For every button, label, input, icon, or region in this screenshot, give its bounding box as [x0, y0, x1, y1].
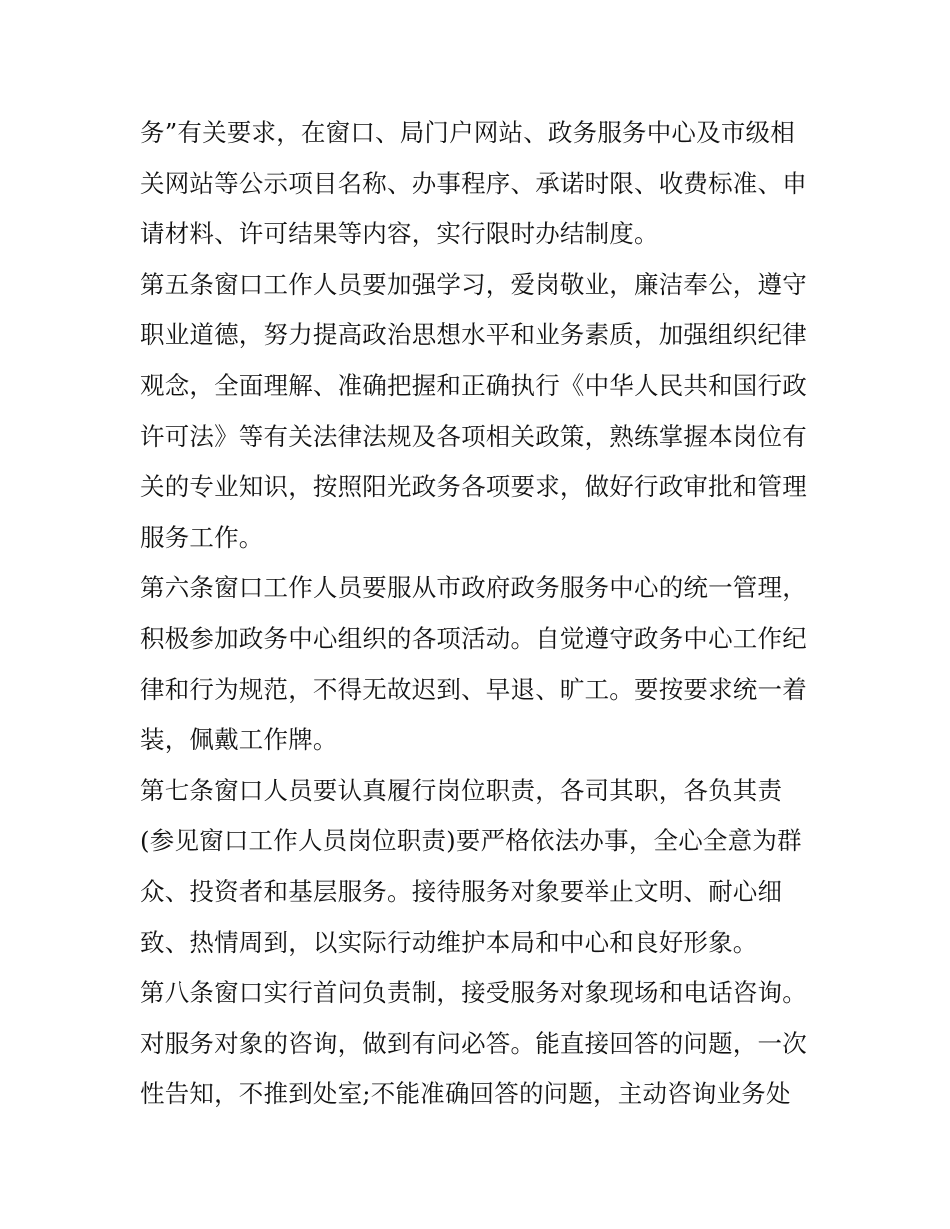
text-line: 职业道德，努力提高政治思想水平和业务素质，加强组织纪律 [140, 320, 807, 350]
text-line: 律和行为规范，不得无故迟到、早退、旷工。要按要求统一着 [140, 674, 807, 704]
document-body-text [140, 108, 820, 1120]
text-line: 服务工作。 [140, 522, 264, 552]
text-line: 积极参加政务中心组织的各项活动。自觉遵守政务中心工作纪 [140, 623, 807, 653]
text-line: (参见窗口工作人员岗位职责)要严格依法办事，全心全意为群 [140, 826, 802, 856]
text-line: 第六条窗口工作人员要服从市政府政务服务中心的统一管理， [140, 573, 807, 603]
text-line: 致、热情周到，以实际行动维护本局和中心和良好形象。 [140, 927, 758, 957]
text-line: 观念，全面理解、准确把握和正确执行《中华人民共和国行政 [140, 370, 807, 400]
text-line: 务”有关要求，在窗口、局门户网站、政务服务中心及市级相 [140, 118, 795, 147]
text-line: 关网站等公示项目名称、办事程序、承诺时限、收费标准、申 [140, 168, 807, 198]
text-line: 第八条窗口实行首问负责制，接受服务对象现场和电话咨询。 [140, 978, 807, 1008]
text-line: 众、投资者和基层服务。接待服务对象要举止文明、耐心细 [140, 876, 783, 906]
text-line: 第五条窗口工作人员要加强学习，爱岗敬业，廉洁奉公，遵守 [140, 269, 807, 299]
text-line: 关的专业知识，按照阳光政务各项要求，做好行政审批和管理 [140, 472, 807, 502]
text-line: 请材料、许可结果等内容，实行限时办结制度。 [140, 219, 659, 249]
text-line: 第七条窗口人员要认真履行岗位职责，各司其职，各负其责 [140, 775, 783, 805]
text-line: 性告知，不推到处室;不能准确回答的问题，主动咨询业务处 [140, 1079, 791, 1109]
text-line: 装，佩戴工作牌。 [140, 725, 338, 755]
text-line: 对服务对象的咨询，做到有问必答。能直接回答的问题，一次 [140, 1028, 807, 1058]
text-line: 许可法》等有关法律法规及各项相关政策，熟练掌握本岗位有 [140, 421, 807, 451]
